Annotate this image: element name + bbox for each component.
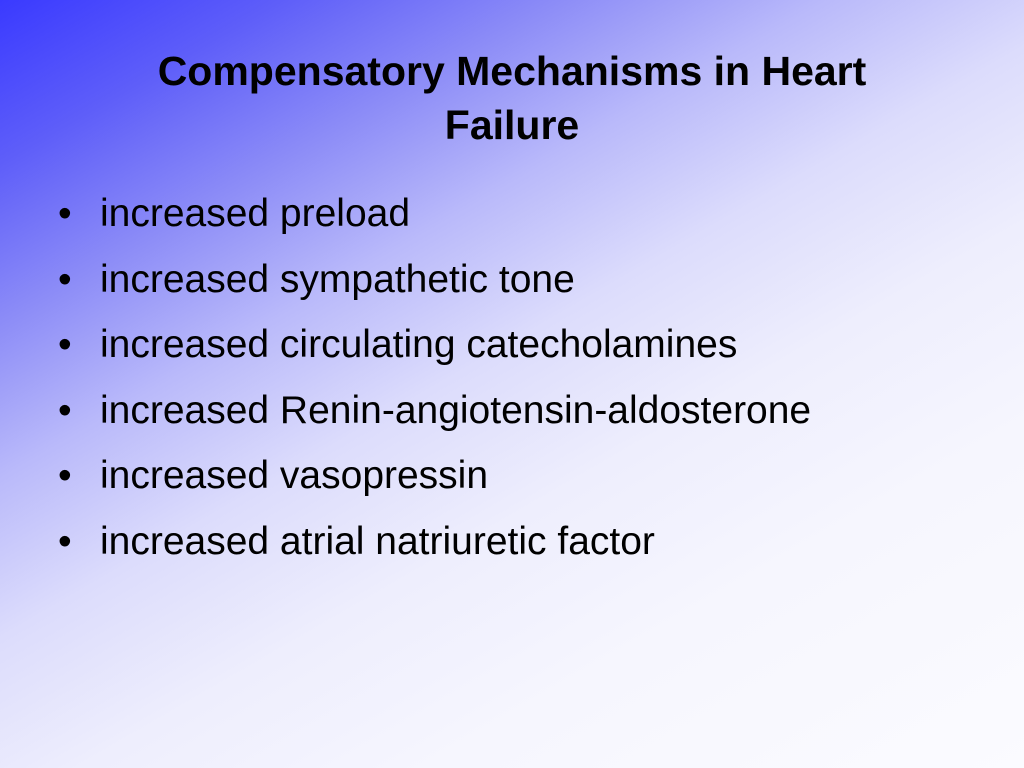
slide-title: Compensatory Mechanisms in Heart Failure [157,48,867,148]
bullet-item [58,319,998,385]
bullet-item [58,254,998,320]
bullet-icon: • [58,323,72,366]
bullet-text: increased Renin-angiotensin-aldosterone [100,388,812,432]
bullet-text: increased circulating catecholamines [100,323,738,366]
bullet-icon: • [58,454,72,497]
bullet-icon: • [58,257,72,301]
bullet-item [58,188,998,254]
bullet-item [58,385,998,451]
bullet-icon: • [58,192,72,235]
bullet-text: increased atrial natriuretic factor [100,519,655,563]
bullet-item [58,516,998,582]
bullet-text: increased preload [100,192,411,235]
bullet-text: increased sympathetic tone [100,257,575,301]
bullet-icon: • [58,388,72,432]
bullet-icon: • [58,519,72,563]
bullet-list [58,188,998,581]
bullet-item [58,450,998,516]
bullet-text: increased vasopressin [100,454,489,497]
